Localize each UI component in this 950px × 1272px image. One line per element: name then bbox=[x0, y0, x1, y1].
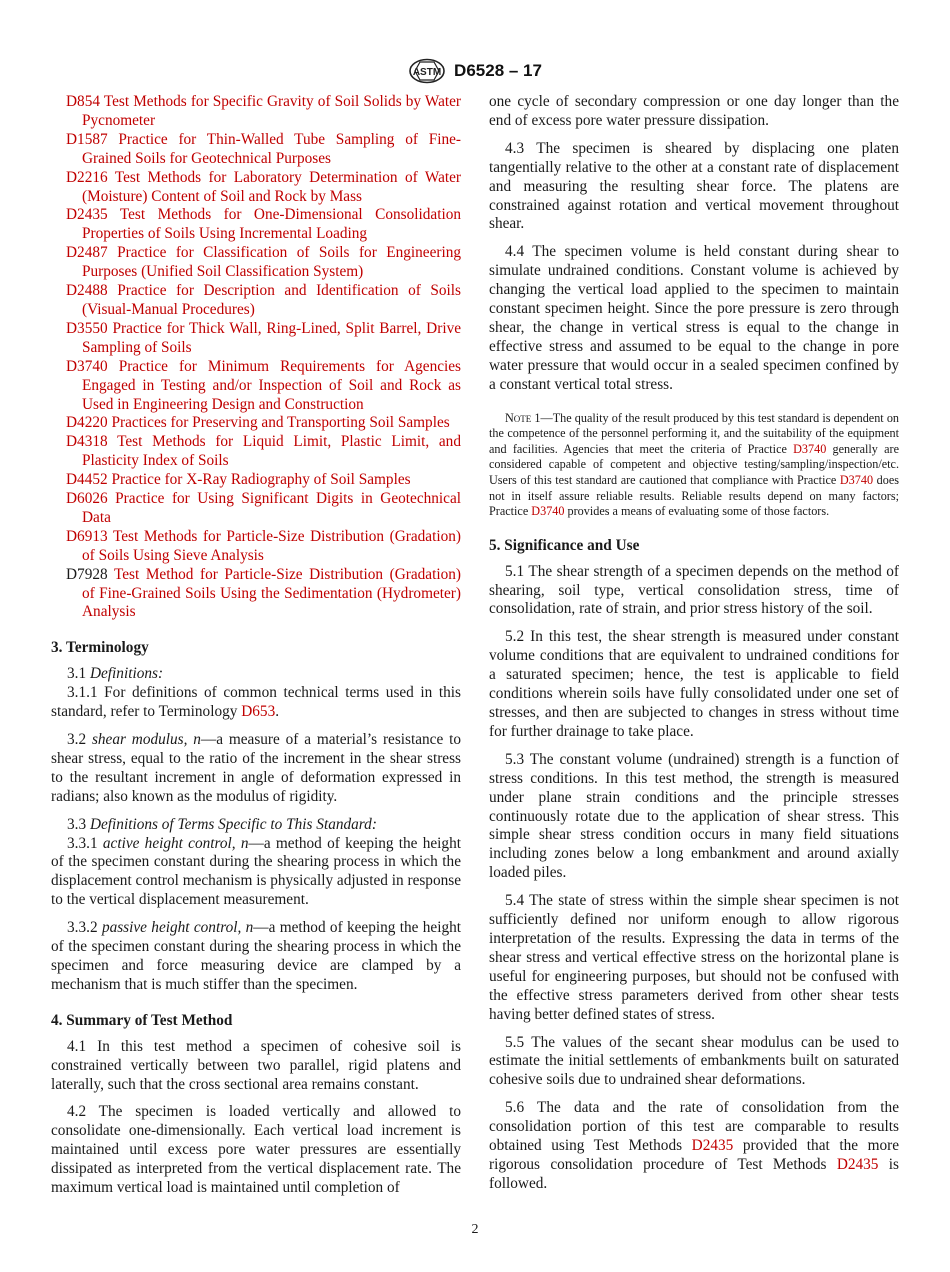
reference-title-link[interactable]: Test Method for Particle-Size Distribution (Gradation) of Fine-Grained Soils Using the Sedimentation (Hydrometer) Analysis bbox=[82, 565, 461, 621]
reference-code-link[interactable]: D4452 bbox=[66, 471, 108, 489]
para-4-3: 4.3 The specimen is sheared by displacing one platen tangentially relative to the other at a constant rate of displacement and measuring the resulting shear force. The platens are constrained against rotation and vertical movement throughout shear. bbox=[489, 139, 899, 233]
reference-title-link[interactable]: Test Methods for Laboratory Determination of Water (Moisture) Content of Soil and Rock by Mass bbox=[82, 168, 461, 205]
right-column bbox=[489, 93, 899, 1194]
reference-title-link[interactable]: Test Methods for One-Dimensional Consolidation Properties of Soils Using Incremental Loading bbox=[82, 206, 461, 243]
para-4-1: 4.1 In this test method a specimen of cohesive soil is constrained vertically between two parallel, rigid platens and laterally, such that the cross sectional area remains constant. bbox=[51, 1037, 461, 1093]
reference-code-link[interactable]: D2216 bbox=[66, 168, 108, 186]
reference-item bbox=[51, 282, 461, 320]
reference-code-link[interactable]: D2488 bbox=[66, 282, 108, 300]
reference-title-link[interactable]: Practice for Thin-Walled Tube Sampling of Fine-Grained Soils for Geotechnical Purposes bbox=[82, 130, 461, 167]
para-5-3: 5.3 The constant volume (undrained) strength is a function of stress conditions. In this test method, the strength is measured under plane strain conditions and the principle stresses continuously rotate due to the application of shear stress. This simple shear stress condition occurs in many field situations including zones below a long embankment and around axially loaded piles. bbox=[489, 750, 899, 882]
reference-code-link[interactable]: D2435 bbox=[66, 206, 108, 224]
svg-text:ASTM: ASTM bbox=[412, 67, 442, 78]
reference-item bbox=[51, 490, 461, 528]
para-3-2: 3.2 shear modulus, n—a measure of a material’s resistance to shear stress, equal to the ratio of the increment in the shear stress to the resultant increment in angle of deformation expressed in radians; also known as the modulus of rigidity. bbox=[51, 731, 461, 805]
page-header bbox=[0, 58, 950, 84]
link-d3740[interactable]: D3740 bbox=[839, 472, 874, 487]
section-4-heading: 4. Summary of Test Method bbox=[51, 1011, 233, 1029]
reference-item bbox=[51, 566, 461, 623]
reference-item bbox=[51, 433, 461, 471]
reference-code-link[interactable]: D3740 bbox=[66, 357, 108, 375]
link-d2435[interactable]: D2435 bbox=[836, 1155, 879, 1173]
link-d3740[interactable]: D3740 bbox=[531, 504, 565, 519]
note-1: Note 1—The quality of the result produced by this test standard is dependent on the competence of the personnel performing it, and the suitability of the equipment and facilities. Agencies that meet the criteria of Practice D3740 generally are considered capable of competent and objective testing/sampling/inspection/etc. Users of this test standard are cautioned that compliance with Practice D3740 does not in itself assure reliable results. Reliable results depend on many factors; Practice D3740 provides a means of evaluating some of those factors. bbox=[489, 410, 900, 519]
reference-item bbox=[51, 206, 461, 244]
reference-item bbox=[51, 528, 461, 566]
link-d2435[interactable]: D2435 bbox=[691, 1137, 734, 1155]
para-3-3: 3.3 Definitions of Terms Specific to This Standard: bbox=[67, 815, 377, 833]
link-d3740[interactable]: D3740 bbox=[793, 441, 827, 456]
reference-code-link[interactable]: D4318 bbox=[66, 433, 108, 451]
reference-title-link[interactable]: Test Methods for Specific Gravity of Soil Solids by Water Pycnometer bbox=[82, 93, 461, 129]
reference-code-link[interactable]: D6913 bbox=[66, 527, 108, 545]
section-3-heading: 3. Terminology bbox=[51, 639, 149, 657]
reference-title-link[interactable]: Practice for Using Significant Digits in Geotechnical Data bbox=[82, 490, 461, 526]
para-5-5: 5.5 The values of the secant shear modulus can be used to estimate the initial settlements of embankments built on saturated cohesive soils due to undrained shear deformations. bbox=[489, 1033, 899, 1089]
reference-item bbox=[51, 414, 461, 433]
reference-code-link: D7928 bbox=[66, 565, 108, 583]
reference-item bbox=[51, 471, 461, 490]
para-5-4: 5.4 The state of stress within the simple shear specimen is not sufficiently defined nor uniform enough to allow rigorous interpretation of the results. Expressing the data in terms of the shear stress and vertical effective stress on the horizontal plane is useful for engineering purposes, but should not be confused with the effective stress parameters derived from other shear tests having better defined states of stress. bbox=[489, 892, 899, 1023]
para-3-3-2: 3.3.2 passive height control, n—a method of keeping the height of the specimen constant during the shearing process in which the specimen and force measuring device are clamped by a mechanism that is much stiffer than the specimen. bbox=[51, 919, 462, 993]
para-4-2: 4.2 The specimen is loaded vertically and allowed to consolidate one-dimensionally. Each vertical load increment is maintained until excess pore water pressures are essentially dissipated as interpreted from the vertical displacement rate. The maximum vertical load is maintained until completion of bbox=[51, 1103, 461, 1197]
left-column bbox=[51, 93, 461, 1198]
link-d653[interactable]: D653 bbox=[241, 703, 276, 721]
reference-code-link[interactable]: D4220 bbox=[66, 414, 108, 432]
para-4-4: 4.4 The specimen volume is held constant during shear to simulate undrained conditions. Constant volume is achieved by changing the vertical load applied to the specimen to maintain constant specimen height. Since the pore pressure is zero through shear, the change in vertical stress is equal to the change in effective stress and assumed to be equal to the change in pore water pressure that would occur in a sealed specimen confined by a constant vertical total stress. bbox=[489, 243, 899, 393]
reference-code-link[interactable]: D1587 bbox=[66, 130, 108, 148]
reference-item bbox=[51, 131, 461, 169]
reference-item bbox=[51, 93, 461, 131]
reference-item bbox=[51, 320, 461, 358]
reference-title-link[interactable]: Practice for X-Ray Radiography of Soil Samples bbox=[111, 471, 411, 489]
para-5-6: 5.6 The data and the rate of consolidation from the consolidation portion of this test are comparable to results obtained using Test Methods D2435 provided that the more rigorous consolidation procedure of Test Methods D2435 is followed. bbox=[489, 1099, 900, 1192]
document-number: D6528 – 17 bbox=[454, 61, 542, 80]
reference-code-link[interactable]: D3550 bbox=[66, 319, 108, 337]
reference-code-link[interactable]: D854 bbox=[66, 93, 100, 110]
reference-title-link[interactable]: Test Methods for Liquid Limit, Plastic Limit, and Plasticity Index of Soils bbox=[82, 433, 461, 470]
reference-list bbox=[51, 93, 461, 622]
reference-item bbox=[51, 358, 461, 415]
reference-title-link[interactable]: Practice for Classification of Soils for Engineering Purposes (Unified Soil Classification System) bbox=[82, 244, 462, 281]
reference-title-link[interactable]: Practice for Thick Wall, Ring-Lined, Split Barrel, Drive Sampling of Soils bbox=[82, 319, 462, 356]
reference-title-link[interactable]: Practices for Preserving and Transporting Soil Samples bbox=[111, 414, 450, 432]
reference-item bbox=[51, 244, 461, 282]
para-4-2-continued: one cycle of secondary compression or one day longer than the end of excess pore water pressure dissipation. bbox=[489, 93, 899, 129]
page-number: 2 bbox=[471, 1222, 479, 1237]
reference-code-link[interactable]: D2487 bbox=[66, 244, 108, 262]
para-5-2: 5.2 In this test, the shear strength is measured under constant volume conditions that are equivalent to undrained conditions for a saturated specimen; hence, the test is applicable to field conditions wherein soils have fully consolidated under one set of stresses, and then are subjected to changes in stress without time for further drainage to take place. bbox=[489, 628, 899, 740]
reference-title-link[interactable]: Test Methods for Particle-Size Distribution (Gradation) of Soils Using Sieve Analysis bbox=[82, 527, 461, 564]
para-3-1: 3.1 Definitions: bbox=[67, 665, 164, 683]
astm-logo-icon bbox=[408, 58, 446, 84]
reference-item bbox=[51, 169, 461, 207]
reference-code-link[interactable]: D6026 bbox=[66, 490, 108, 508]
para-3-3-1: 3.3.1 active height control, n—a method of keeping the height of the specimen constant during the shearing process in which the displacement control mechanism is physically adjusted in response to the vertical displacement measurement. bbox=[51, 834, 461, 909]
reference-title-link[interactable]: Practice for Minimum Requirements for Agencies Engaged in Testing and/or Inspection of Soil and Rock as Used in Engineering Design and Construction bbox=[82, 357, 461, 413]
para-3-1-1: 3.1.1 For definitions of common technical terms used in this standard, refer to Terminology D653. bbox=[51, 684, 461, 721]
section-5-heading: 5. Significance and Use bbox=[489, 536, 640, 554]
para-5-1: 5.1 The shear strength of a specimen depends on the method of shearing, soil type, vertical consolidation stress, time of consolidation, rate of strain, and prior stress history of the soil. bbox=[489, 562, 899, 618]
reference-title-link[interactable]: Practice for Description and Identification of Soils (Visual-Manual Procedures) bbox=[82, 282, 461, 318]
